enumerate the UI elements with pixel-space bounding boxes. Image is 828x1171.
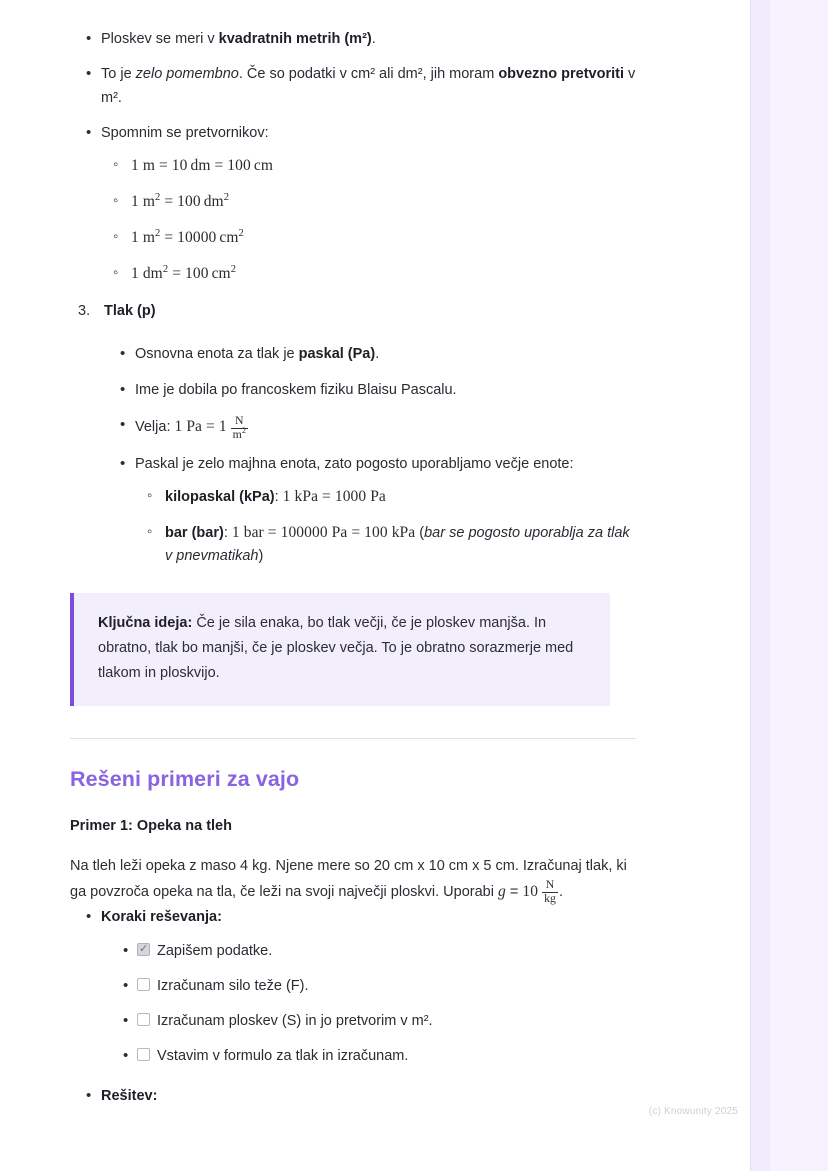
conversion-dm2-cm2: 1 $dm^2 = 100$ $cm^2$ [131, 263, 237, 282]
list-item [101, 154, 636, 178]
watermark: (c) Knowunity 2025 [648, 1106, 738, 1117]
list-item [70, 1085, 636, 1108]
steps-label: Koraki reševanja: [101, 908, 222, 925]
list-item [70, 906, 636, 1067]
list-item [101, 941, 636, 963]
callout-text: Če je sila enaka, bo tlak večji, če je ploskev manjša. In obratno, tlak bo manjši, če je ploskev večja. To je obratno sorazmerje med tlakom in ploskvijo. [98, 615, 574, 682]
right-margin-divider [750, 0, 751, 1171]
pressure-heading: Tlak (p) [104, 303, 156, 319]
unit-value-bar: 1 bar = 100000 Pa = 100 kPa [231, 523, 416, 541]
list-item [101, 1046, 636, 1068]
step-label-1: Zapišem podatke. [157, 943, 273, 960]
area-bullet-list [70, 28, 636, 286]
bullet-text-larger-units: Paskal je zelo majhna enota, zato pogosto uporabljamo večje enote: [135, 456, 574, 473]
unit-value-kpa: 1 kPa = 1000 Pa [282, 487, 386, 505]
document-content [70, 28, 636, 1121]
gravity-value: 10 $\frac{N}{kg}$ [522, 878, 557, 906]
step-label-2: Izračunam silo teže (F). [157, 978, 309, 995]
step-label-4: Vstavim v formulo za tlak in izračunam. [157, 1047, 409, 1064]
list-item [101, 262, 636, 286]
conversion-list [101, 154, 636, 286]
section-divider [70, 738, 636, 739]
list-item [70, 28, 636, 51]
right-margin-stripe [750, 0, 770, 1171]
list-item [70, 63, 636, 110]
conversion-m2-cm2: 1 $m^2 = 10000$ $cm^2$ [131, 227, 244, 246]
step-label-3: Izračunam ploskev (S) in jo pretvorim v m². [157, 1012, 433, 1029]
callout-title: Ključna ideja: [98, 615, 193, 632]
solution-steps-list [70, 906, 636, 1109]
key-idea-callout [70, 593, 610, 706]
checkbox-step-2[interactable] [137, 978, 150, 991]
bullet-text-area-unit: Ploskev se meri v kvadratnih metrih (m²). [101, 31, 376, 47]
bullet-text-pascal-origin: Ime je dobila po francoskem fiziku Blaisu Pascalu. [135, 381, 457, 398]
list-item [104, 379, 636, 402]
list-item [101, 1011, 636, 1033]
checkbox-list [101, 941, 636, 1067]
list-item [101, 976, 636, 998]
formula-pascal-definition: 1 Pa = 1 $\frac{N}{m^2}$ [174, 413, 247, 441]
bullet-text-conversion-warning: To je zelo pomembno. Če so podatki v cm² ali dm², jih moram obvezno pretvoriti v m². [101, 66, 636, 106]
bullet-text-converters-intro: Spomnim se pretvornikov: [101, 125, 269, 142]
page-title: Rešeni primeri za vajo [70, 767, 300, 792]
list-item [101, 226, 636, 250]
conversion-m-dm-cm: 1 m = 10 dm = 100 cm [131, 156, 273, 174]
unit-label-bar: bar (bar) [165, 524, 224, 541]
unit-label-kpa: kilopaskal (kPa) [165, 488, 275, 505]
checkbox-step-1[interactable] [137, 943, 150, 956]
problem-statement: Na tleh leži opeka z maso 4 kg. Njene mere so 20 cm x 10 cm x 5 cm. Izračunaj tlak, ki ga povzroča opeka na tla, če leži na svoji največji ploskvi. Uporabi g = 10 $\frac{N}{kg}$ . [70, 858, 627, 906]
list-item [104, 414, 636, 441]
list-item [104, 453, 636, 567]
gravity-symbol: g [497, 883, 506, 901]
callout-body [98, 611, 588, 686]
list-item: ◦ bar (bar): 1 bar = 100000 Pa = 100 kPa (bar se pogosto uporablja za tlak v pnevmatikah) [135, 521, 636, 567]
checkbox-step-4[interactable] [137, 1048, 150, 1061]
pressure-section [70, 300, 636, 567]
unit-list [135, 485, 636, 568]
pressure-bullet-list [104, 343, 636, 567]
list-item [70, 300, 636, 567]
list-item: ◦ kilopaskal (kPa): 1 kPa = 1000 Pa [135, 485, 636, 509]
bullet-text-pascal-unit: Osnovna enota za tlak je paskal (Pa). [135, 346, 380, 363]
bullet-text-velja: Velja: [135, 419, 175, 436]
example-title: Primer 1: Opeka na tleh [70, 818, 232, 835]
list-item [104, 343, 636, 366]
solution-label: Rešitev: [101, 1088, 158, 1105]
list-item [70, 122, 636, 286]
conversion-m2-dm2: 1 $m^2 = 100$ $dm^2$ [131, 191, 230, 210]
unit-note-bar: bar se pogosto uporablja za tlak v pnevmatikah [165, 524, 630, 564]
item-number: 3. [78, 303, 91, 319]
list-item [101, 190, 636, 214]
checkbox-step-3[interactable] [137, 1013, 150, 1026]
